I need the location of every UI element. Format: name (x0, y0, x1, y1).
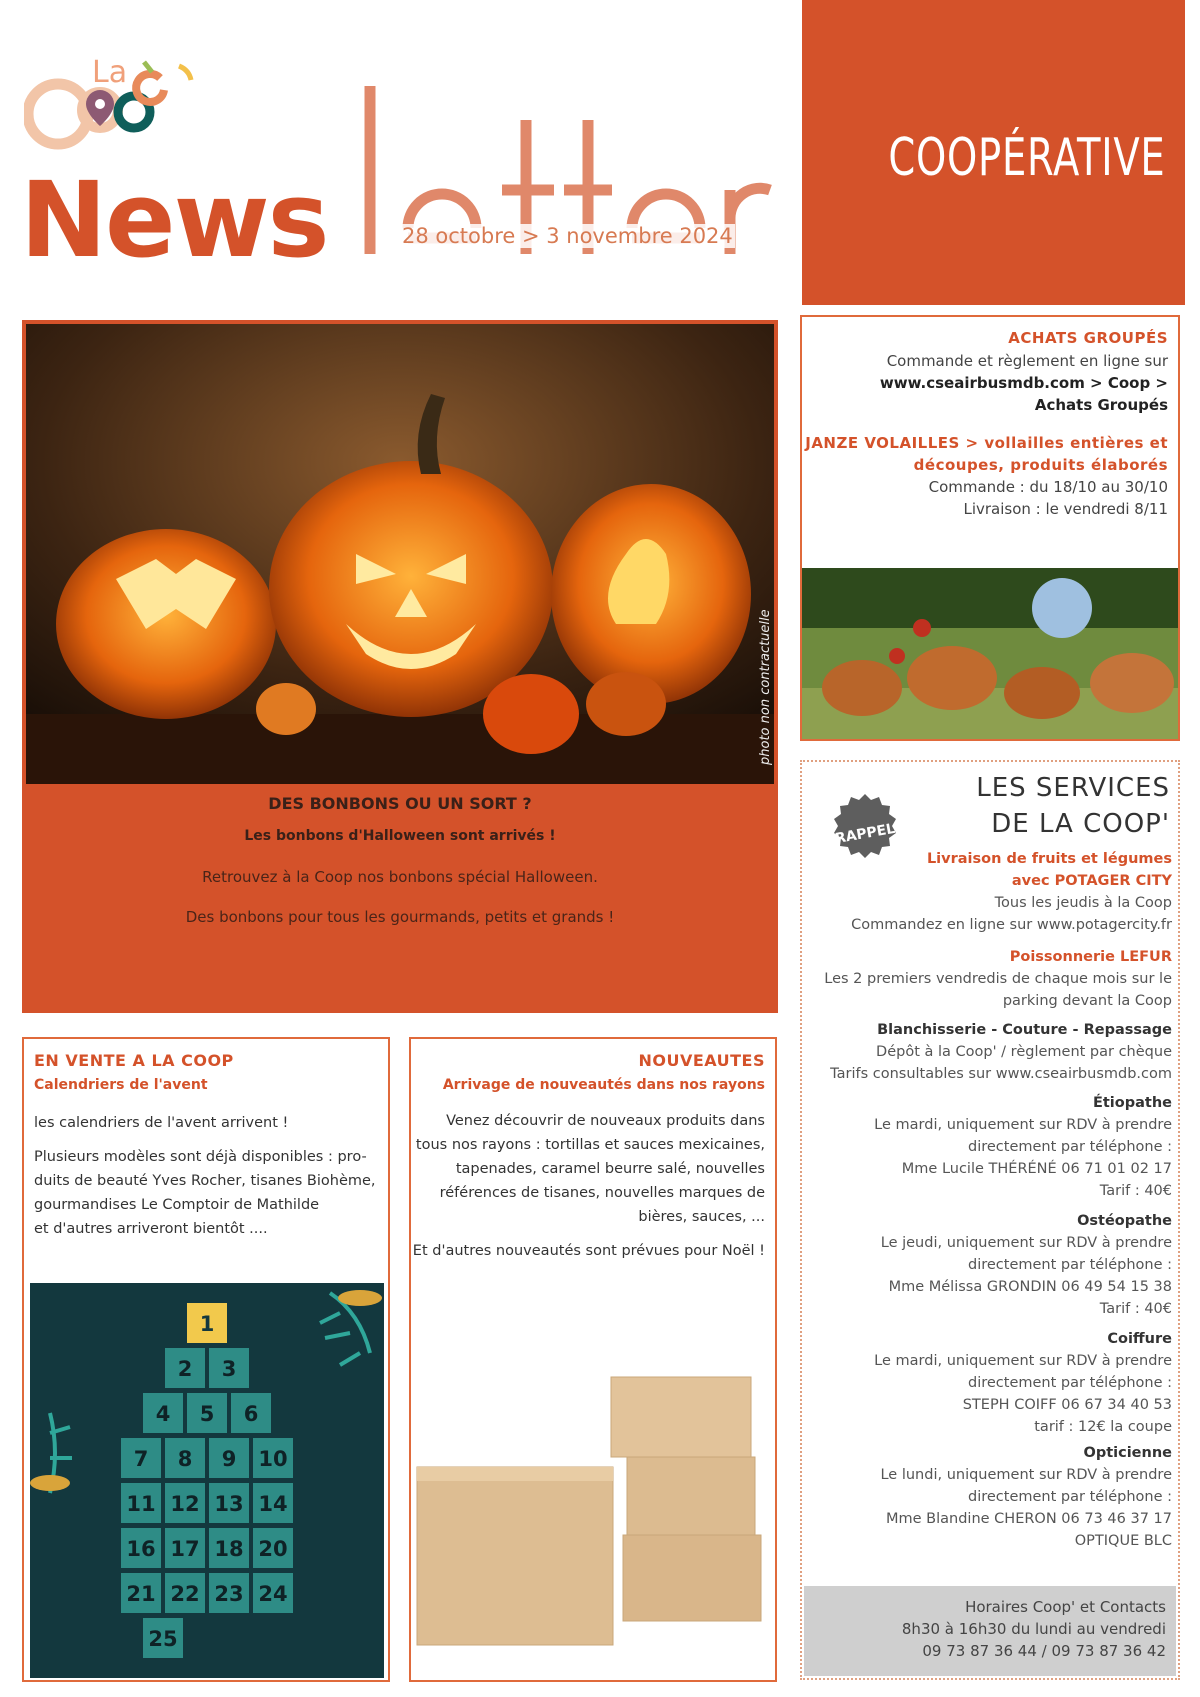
advent-cell-number: 8 (177, 1447, 193, 1471)
advent-cell-number: 11 (126, 1492, 156, 1516)
vente-text-2d: et d'autres arriveront bientôt .... (34, 1221, 268, 1237)
advent-cell-number: 14 (258, 1492, 288, 1516)
blanchisserie-heading: Blanchisserie - Couture - Repassage (877, 1022, 1172, 1038)
potager-heading-1: Livraison de fruits et légumes (926, 851, 1172, 867)
potager-heading-2: avec POTAGER CITY (1011, 873, 1172, 889)
cooperative-banner (802, 0, 1185, 305)
etiopathe-line-2: directement par téléphone : (968, 1139, 1172, 1155)
advent-calendar-image (30, 1283, 384, 1678)
opticienne-line-4: OPTIQUE BLC (1074, 1533, 1172, 1549)
advent-cell-number: 12 (170, 1492, 200, 1516)
opticienne-line-2: directement par téléphone : (968, 1489, 1172, 1505)
poissonnerie-heading: Poissonnerie LEFUR (1009, 949, 1172, 965)
nouveautes-text-2: Et d'autres nouveautés sont prévues pour Noël ! (412, 1243, 765, 1259)
hours-line-1: 8h30 à 16h30 du lundi au vendredi (901, 1620, 1166, 1638)
pumpkins-photo (26, 324, 774, 784)
osteopathe-heading: Ostéopathe (1077, 1213, 1172, 1229)
poissonnerie-line-1: Les 2 premiers vendredis de chaque mois sur le (824, 971, 1172, 987)
hours-heading: Horaires Coop' et Contacts (965, 1598, 1166, 1616)
advent-cell-number: 18 (214, 1537, 244, 1561)
newsletter-title-news: News (20, 159, 328, 281)
services-title-line-2: DE LA COOP' (991, 809, 1170, 839)
coiffure-line-2: directement par téléphone : (968, 1375, 1172, 1391)
halloween-subtitle: Les bonbons d'Halloween sont arrivés ! (244, 828, 556, 844)
coiffure-heading: Coiffure (1107, 1331, 1172, 1347)
nouveautes-text-1d: références de tisanes, nouvelles marques de (439, 1185, 765, 1201)
blanchisserie-line-2: Tarifs consultables sur www.cseairbusmdb.com (830, 1066, 1172, 1082)
nouveautes-text-1e: bières, sauces, ... (638, 1209, 765, 1225)
hours-contacts (804, 1586, 1176, 1676)
opticienne-heading: Opticienne (1083, 1445, 1172, 1461)
etiopathe-line-3: Mme Lucile THÉRÉNÉ 06 71 01 02 17 (901, 1161, 1172, 1177)
services-title-line-1: LES SERVICES (976, 773, 1170, 803)
hours-phones: 09 73 87 36 44 / 09 73 87 36 42 (922, 1642, 1166, 1660)
osteopathe-line-3: Mme Mélissa GRONDIN 06 49 54 15 38 (888, 1279, 1172, 1295)
advent-cell-number: 17 (170, 1537, 200, 1561)
vente-title: EN VENTE A LA COOP (34, 1051, 234, 1070)
advent-cell-number: 24 (258, 1582, 288, 1606)
cardboard-boxes-image (415, 1369, 773, 1679)
vente-text-2a: Plusieurs modèles sont déjà disponibles : pro- (34, 1149, 367, 1165)
achats-link[interactable]: www.cseairbusmdb.com > Coop > (879, 374, 1168, 392)
janze-livraison: Livraison : le vendredi 8/11 (963, 500, 1168, 518)
janze-heading-2: découpes, produits élaborés (913, 456, 1168, 474)
advent-cell-number: 4 (155, 1402, 171, 1426)
coiffure-line-4: tarif : 12€ la coupe (1034, 1419, 1172, 1435)
advent-cell-number: 6 (243, 1402, 259, 1426)
en-vente-section (22, 1037, 390, 1682)
achats-groupes-section (800, 315, 1180, 741)
coiffure-line-3: STEPH COIFF 06 67 34 40 53 (962, 1397, 1172, 1413)
potager-line-2: Commandez en ligne sur www.potagercity.fr (851, 917, 1172, 933)
advent-cell-number: 2 (177, 1357, 193, 1381)
services-title (976, 770, 1170, 842)
achats-line-1: Commande et règlement en ligne sur (886, 352, 1168, 370)
advent-cell-number: 1 (199, 1312, 215, 1336)
advent-cell-number: 10 (258, 1447, 288, 1471)
advent-cell-number: 21 (126, 1582, 156, 1606)
osteopathe-line-4: Tarif : 40€ (1099, 1301, 1172, 1317)
halloween-text-1: Retrouvez à la Coop nos bonbons spécial Halloween. (202, 868, 598, 886)
advent-cell-number: 25 (148, 1627, 178, 1651)
advent-cell-number: 5 (199, 1402, 215, 1426)
date-range: 28 octobre > 3 novembre 2024 (402, 224, 733, 248)
poissonnerie-line-2: parking devant la Coop (1002, 993, 1172, 1009)
janze-heading-1: JANZE VOLAILLES > vollailles entières et (805, 434, 1168, 452)
etiopathe-line-1: Le mardi, uniquement sur RDV à prendre (874, 1117, 1172, 1133)
osteopathe-line-2: directement par téléphone : (968, 1257, 1172, 1273)
opticienne-line-3: Mme Blandine CHERON 06 73 46 37 17 (886, 1511, 1172, 1527)
vente-text-2c: gourmandises Le Comptoir de Mathilde (34, 1197, 320, 1213)
nouveautes-subtitle: Arrivage de nouveautés dans nos rayons (442, 1077, 765, 1093)
etiopathe-heading: Étiopathe (1092, 1095, 1172, 1111)
svg-text:La: La (92, 55, 128, 90)
potager-line-1: Tous les jeudis à la Coop (994, 895, 1172, 911)
advent-cell-number: 22 (170, 1582, 200, 1606)
advent-cell-number: 16 (126, 1537, 156, 1561)
chickens-photo (802, 568, 1178, 739)
cooperative-label: COOPÉRATIVE (887, 128, 1165, 188)
blanchisserie-line-1: Dépôt à la Coop' / règlement par chèque (876, 1044, 1172, 1060)
nouveautes-text-1a: Venez découvrir de nouveaux produits dans (446, 1113, 765, 1129)
coiffure-line-1: Le mardi, uniquement sur RDV à prendre (874, 1353, 1172, 1369)
achats-title: ACHATS GROUPÉS (1008, 329, 1168, 347)
halloween-title: DES BONBONS OU UN SORT ? (268, 794, 532, 813)
advent-cell-number: 7 (133, 1447, 149, 1471)
photo-disclaimer: photo non contractuelle (758, 609, 773, 765)
achats-link-2[interactable]: Achats Groupés (1034, 396, 1168, 414)
la-coop-logo (24, 52, 194, 152)
janze-commande: Commande : du 18/10 au 30/10 (928, 478, 1168, 496)
osteopathe-line-1: Le jeudi, uniquement sur RDV à prendre (880, 1235, 1172, 1251)
advent-cell-number: 9 (221, 1447, 237, 1471)
advent-cell-number: 3 (221, 1357, 237, 1381)
services-section (800, 760, 1180, 1680)
nouveautes-section (409, 1037, 777, 1682)
advent-cell-number: 13 (214, 1492, 244, 1516)
halloween-text-2: Des bonbons pour tous les gourmands, petits et grands ! (185, 908, 615, 926)
nouveautes-text-1b: tous nos rayons : tortillas et sauces mexicaines, (415, 1137, 765, 1153)
rappel-badge-label: RAPPEL (833, 820, 897, 848)
vente-text-1: les calendriers de l'avent arrivent ! (34, 1115, 289, 1131)
vente-text-2b: duits de beauté Yves Rocher, tisanes Biohème, (34, 1173, 376, 1189)
halloween-section (22, 320, 778, 1013)
advent-cell-number: 23 (214, 1582, 244, 1606)
nouveautes-text-1c: tapenades, caramel beurre salé, nouvelles (455, 1161, 765, 1177)
etiopathe-line-4: Tarif : 40€ (1099, 1183, 1172, 1199)
vente-subtitle: Calendriers de l'avent (34, 1077, 208, 1093)
opticienne-line-1: Le lundi, uniquement sur RDV à prendre (880, 1467, 1172, 1483)
advent-cell-number: 20 (258, 1537, 288, 1561)
nouveautes-title: NOUVEAUTES (638, 1051, 765, 1070)
